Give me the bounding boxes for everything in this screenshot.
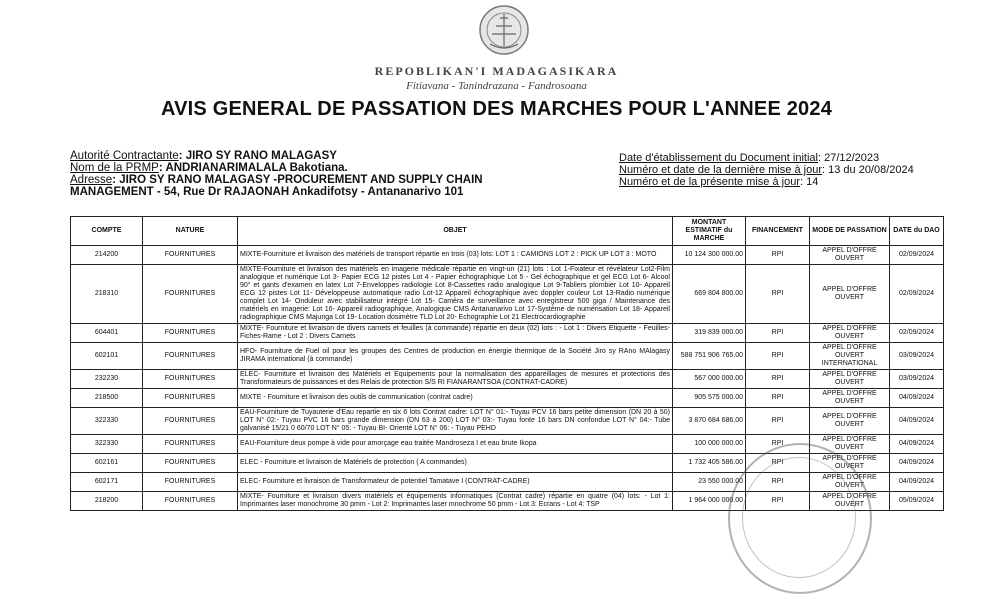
cell-montant: 100 000 000.00 <box>673 435 746 454</box>
cell-date: 04/09/2024 <box>890 408 944 435</box>
cell-date: 03/09/2024 <box>890 343 944 370</box>
cell-objet: ELEC - Fourniture et livraison de Matériels de protection ( A commandes) <box>238 454 673 473</box>
cell-nature: FOURNITURES <box>143 408 238 435</box>
derniere-maj-label: Numéro et date de la dernière mise à jour <box>619 164 822 176</box>
header-compte: COMPTE <box>71 217 143 246</box>
cell-mode: APPEL D'OFFRE OUVERT <box>810 370 890 389</box>
cell-montant: 319 839 000.00 <box>673 324 746 343</box>
cell-date: 04/09/2024 <box>890 435 944 454</box>
cell-date: 02/09/2024 <box>890 324 944 343</box>
cell-compte: 322330 <box>71 408 143 435</box>
cell-compte: 602171 <box>71 473 143 492</box>
cell-date: 02/09/2024 <box>890 246 944 265</box>
cell-mode: APPEL D'OFFRE OUVERT <box>810 473 890 492</box>
official-stamp-inner-ring <box>742 457 856 578</box>
cell-objet: ELEC- Fourniture et livraison des Matériels et Equipements pour la normalisation des appareillages de mesures et protections des Transformateurs de puissances et des Relais de protection S/S RI FIANARANTSOA (CONTRAT-CADRE) <box>238 370 673 389</box>
table-row <box>71 389 944 408</box>
table-header-row <box>71 217 944 246</box>
cell-nature: FOURNITURES <box>143 265 238 324</box>
cell-financement: RPI <box>746 454 810 473</box>
cell-montant: 588 751 906 765.00 <box>673 343 746 370</box>
date-initial-label: Date d'établissement du Document initial <box>619 152 818 164</box>
adresse-value: : JIRO SY RANO MALAGASY -PROCUREMENT AND SUPPLY CHAIN <box>112 174 483 186</box>
cell-mode: APPEL D'OFFRE OUVERT <box>810 454 890 473</box>
cell-objet: MIXTE - Fourniture et livraison des outils de communication (contrat cadre) <box>238 389 673 408</box>
presente-maj-value: : 14 <box>799 176 819 188</box>
cell-compte: 604401 <box>71 324 143 343</box>
autorite-value: : JIRO SY RANO MALAGASY <box>178 150 337 162</box>
page-title: AVIS GENERAL DE PASSATION DES MARCHES POUR L'ANNEE 2024 <box>160 98 833 120</box>
cell-objet: MIXTE-Fourniture et livraison des matériels de transport répartie en trois (03) lots: LOT 1 : CAMIONS LOT 2 : PICK UP LOT 3 : MOTO <box>238 246 673 265</box>
cell-mode: APPEL D'OFFRE OUVERT <box>810 265 890 324</box>
cell-objet: MIXTE- Fourniture et livraison divers matériels et équipements informatiques (Contrat cadre) répartie en quatre (04) lots: - Lot 1: Imprimantes laser monochrome 30 pmm - Lot 2: Imprimantes laser mnochrome 50 pmm - Lot 3: Ecrans - Lot 4: TSP <box>238 492 673 511</box>
republic-emblem <box>478 4 530 56</box>
cell-nature: FOURNITURES <box>143 473 238 492</box>
cell-financement: RPI <box>746 246 810 265</box>
adresse-line-2: MANAGEMENT - 54, Rue Dr RAJAONAH Ankadifotsy - Antananarivo 101 <box>70 186 464 198</box>
cell-compte: 218500 <box>71 389 143 408</box>
cell-objet: MIXTE-Fourniture et livraison des matériels en imagerie médicale répartie en vingt-un (21) lots : Lot 1-Fixateur et révélateur Lot2-Film analogique et numérique Lot 3- Papier ECG 12 pistes Lot 4 - Papier échographique Lot 5 - Gel échographique et gel ECG Lot 6- Alcool 90° et gants d'examen en latex Lot 7-Enveloppes radiologie Lot 8-Cassettes radio analogique Lot 9-Tabliers plombier Lot 10- Appareil ECG 12 pistes Lot 11- Développeuse automatique radio Lot-12 Appareil échographique avec doppler couleur Lot 13-Radio numérique complet Lot 14- Onduleur avec stabilisateur intégré Lot 15- Caméra de surveillance avec enregistreur 500 giga / Maintenance des matériels en imagerie: Lot 16- Appareil radiographique, Analogique CMS Antananarivo Lot 17-Système de numérisation Lot 18- Appareil radiographique CMS Majunga Lot 19- Location dosimètre TLD Lot 20- Echographie Lot 21 Electrocardiographie <box>238 265 673 324</box>
table-row <box>71 370 944 389</box>
cell-montant: 567 000 000.00 <box>673 370 746 389</box>
cell-mode: APPEL D'OFFRE OUVERT <box>810 408 890 435</box>
presente-maj-line <box>619 176 914 188</box>
cell-date: 04/09/2024 <box>890 389 944 408</box>
cell-montant: 10 124 300 000.00 <box>673 246 746 265</box>
cell-financement: RPI <box>746 265 810 324</box>
table-row <box>71 408 944 435</box>
cell-financement: RPI <box>746 324 810 343</box>
header-objet: OBJET <box>238 217 673 246</box>
table-row <box>71 265 944 324</box>
cell-nature: FOURNITURES <box>143 492 238 511</box>
cell-financement: RPI <box>746 370 810 389</box>
cell-date: 05/09/2024 <box>890 492 944 511</box>
cell-compte: 322330 <box>71 435 143 454</box>
presente-maj-label: Numéro et de la présente mise à jour <box>619 176 800 188</box>
cell-mode: APPEL D'OFFRE OUVERT <box>810 435 890 454</box>
cell-financement: RPI <box>746 389 810 408</box>
cell-date: 02/09/2024 <box>890 265 944 324</box>
cell-compte: 602161 <box>71 454 143 473</box>
cell-mode: APPEL D'OFFRE OUVERT <box>810 389 890 408</box>
cell-compte: 218310 <box>71 265 143 324</box>
autorite-line <box>70 150 483 162</box>
date-initial-line <box>619 152 914 164</box>
header-mode: MODE DE PASSATION <box>810 217 890 246</box>
header-financement: FINANCEMENT <box>746 217 810 246</box>
republic-motto: Fitiavana - Tanindrazana - Fandrosoana <box>406 80 587 92</box>
cell-objet: ELEC- Fourniture et livraison de Transformateur de potentiel Tamatave I (CONTRAT-CADRE) <box>238 473 673 492</box>
cell-nature: FOURNITURES <box>143 246 238 265</box>
cell-nature: FOURNITURES <box>143 435 238 454</box>
header-nature: NATURE <box>143 217 238 246</box>
cell-financement: RPI <box>746 473 810 492</box>
header-date: DATE du DAO <box>890 217 944 246</box>
header-montant: MONTANT ESTIMATIF du MARCHE <box>673 217 746 246</box>
cell-montant: 1 964 000 000.00 <box>673 492 746 511</box>
cell-financement: RPI <box>746 492 810 511</box>
cell-montant: 23 550 000.00 <box>673 473 746 492</box>
prmp-label: Nom de la PRMP <box>70 162 159 174</box>
derniere-maj-value: : 13 du 20/08/2024 <box>822 164 914 176</box>
cell-date: 04/09/2024 <box>890 473 944 492</box>
cell-date: 04/09/2024 <box>890 454 944 473</box>
adresse-line <box>70 174 483 186</box>
date-initial-value: : 27/12/2023 <box>817 152 880 164</box>
cell-mode: APPEL D'OFFRE OUVERT INTERNATIONAL <box>810 343 890 370</box>
cell-mode: APPEL D'OFFRE OUVERT <box>810 324 890 343</box>
cell-compte: 602101 <box>71 343 143 370</box>
cell-montant: 669 804 800.00 <box>673 265 746 324</box>
cell-nature: FOURNITURES <box>143 370 238 389</box>
cell-montant: 3 870 684 686.00 <box>673 408 746 435</box>
document-info <box>619 152 914 188</box>
cell-nature: FOURNITURES <box>143 454 238 473</box>
derniere-maj-line <box>619 164 914 176</box>
table-row <box>71 343 944 370</box>
cell-financement: RPI <box>746 408 810 435</box>
prmp-value: : ANDRIANARIMALALA Bakotiana. <box>158 162 348 174</box>
cell-compte: 218200 <box>71 492 143 511</box>
cell-nature: FOURNITURES <box>143 324 238 343</box>
table-row <box>71 324 944 343</box>
table-row <box>71 246 944 265</box>
cell-financement: RPI <box>746 343 810 370</box>
cell-nature: FOURNITURES <box>143 343 238 370</box>
cell-montant: 905 575 000.00 <box>673 389 746 408</box>
cell-mode: APPEL D'OFFRE OUVERT <box>810 246 890 265</box>
cell-financement: RPI <box>746 435 810 454</box>
cell-date: 03/09/2024 <box>890 370 944 389</box>
cell-compte: 214200 <box>71 246 143 265</box>
republic-name: REPOBLIKAN'I MADAGASIKARA <box>374 64 619 78</box>
cell-objet: EAU-Fourniture deux pompe à vide pour amorçage eau traitée Mandroseza I et eau brute Ikopa <box>238 435 673 454</box>
cell-montant: 1 732 405 586.00 <box>673 454 746 473</box>
autorite-label: Autorité Contractante <box>70 150 179 162</box>
prmp-line <box>70 162 483 174</box>
cell-compte: 232230 <box>71 370 143 389</box>
cell-objet: EAU-Fourniture de Tuyauterie d'Eau repartie en six 6 lots Contrat cadre: LOT N° 01:- Tuyau PCV 16 bars petite dimension (DN 20 à 50) LOT N° 02:- Tuyau PVC 16 bars grande dimension (DN 63 à 200) LOT N° 03:- Tuyau fonte 16 bars DN confondue LOT N° 04:- Tube galvanisé 15/21 0 60/70 LOT N° 05: - Tuyau BI- Orienté LOT N° 06: - Tuyau PEHD <box>238 408 673 435</box>
cell-nature: FOURNITURES <box>143 389 238 408</box>
adresse-label: Adresse <box>70 174 113 186</box>
cell-objet: HFO- Fourniture de Fuel oil pour les groupes des Centres de production en énergie thermique de la Société Jiro sy RAno MAlagasy JIRAMA international (à commande) <box>238 343 673 370</box>
cell-objet: MIXTE- Fourniture et livraison de divers carnets et feuilles (à commande) répartie en deux (02) lots : - Lot 1 : Divers Etiquette - Feuilles- Fiches-Rame - Lot 2 : Divers Carnets <box>238 324 673 343</box>
contract-info <box>70 150 483 198</box>
cell-mode: APPEL D'OFFRE OUVERT <box>810 492 890 511</box>
